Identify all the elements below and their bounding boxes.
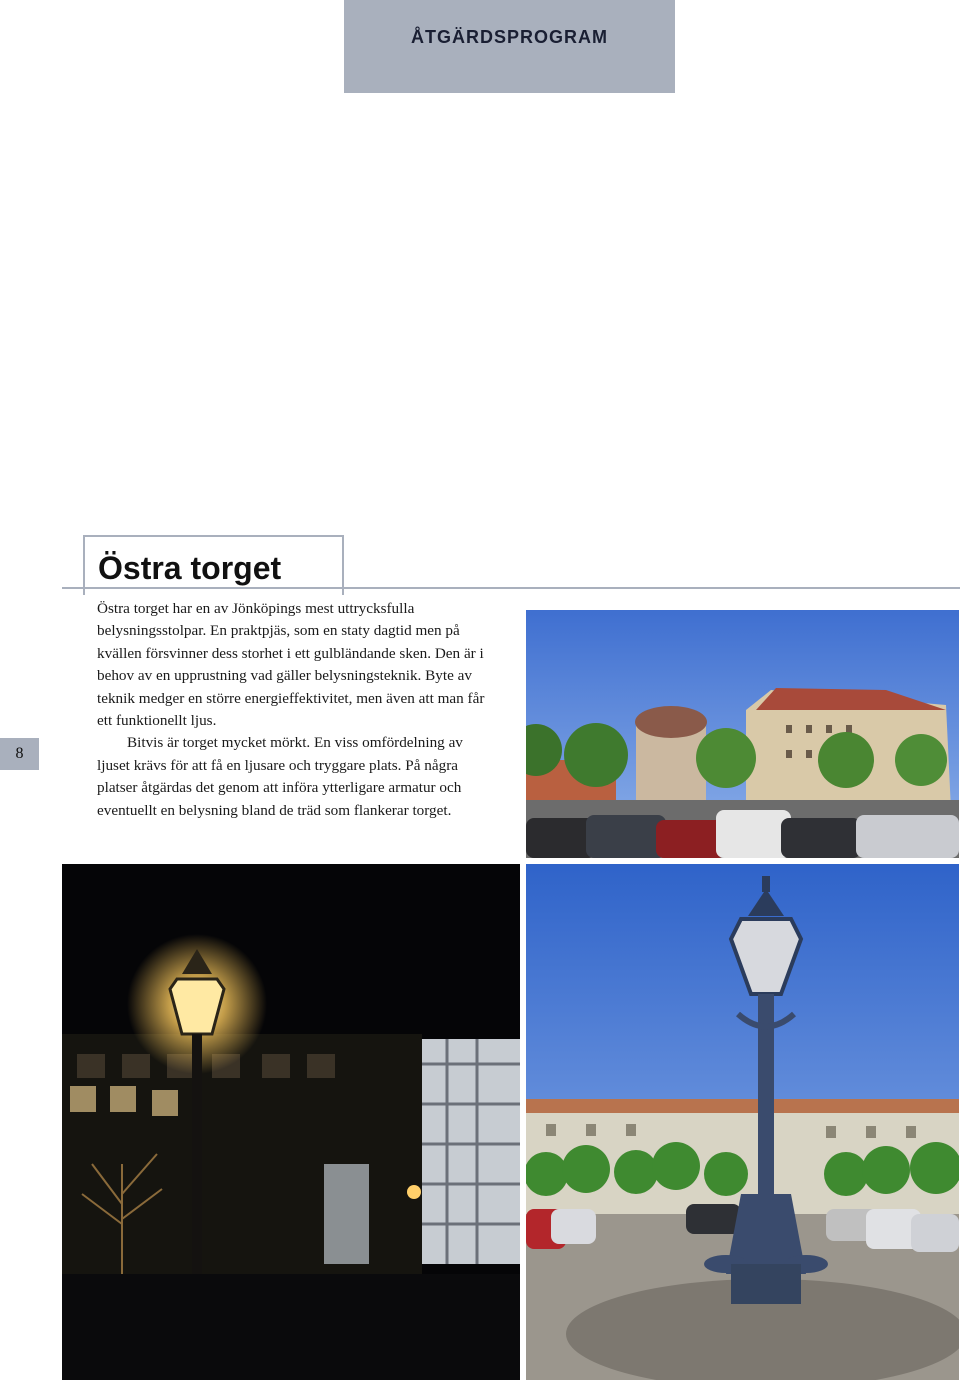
title-box xyxy=(83,535,344,595)
body-text xyxy=(97,598,497,822)
daytime-lamppost-photo xyxy=(526,864,959,1380)
night-lantern-photo xyxy=(62,864,520,1380)
page-title: Östra torget xyxy=(98,550,282,586)
page-number: 8 xyxy=(0,738,39,770)
paragraph-1: Östra torget har en av Jönköpings mest uttrycksfulla belysningsstolpar. En praktpjäs, som en staty dagtid men på kvällen försvinner dess storhet i ett gulbländande sken. Den är i behov av en upprustning vad gäller belysningsteknik. Byte av teknik medger en större energieffektivitet, men även att man får ett funktionellt ljus. xyxy=(97,600,485,730)
section-header-tab xyxy=(344,0,675,93)
paragraph-2: Bitvis är torget mycket mörkt. En viss omfördelning av ljuset krävs för att få en ljusare och tryggare plats. På några platser åtgärdas det genom att införa ytterligare armatur och eventuellt en belysning bland de träd som flankerar torget. xyxy=(97,734,463,819)
section-header-label: ÅTGÄRDSPROGRAM xyxy=(411,27,608,47)
title-rule xyxy=(62,587,960,589)
square-parking-photo xyxy=(526,610,959,858)
